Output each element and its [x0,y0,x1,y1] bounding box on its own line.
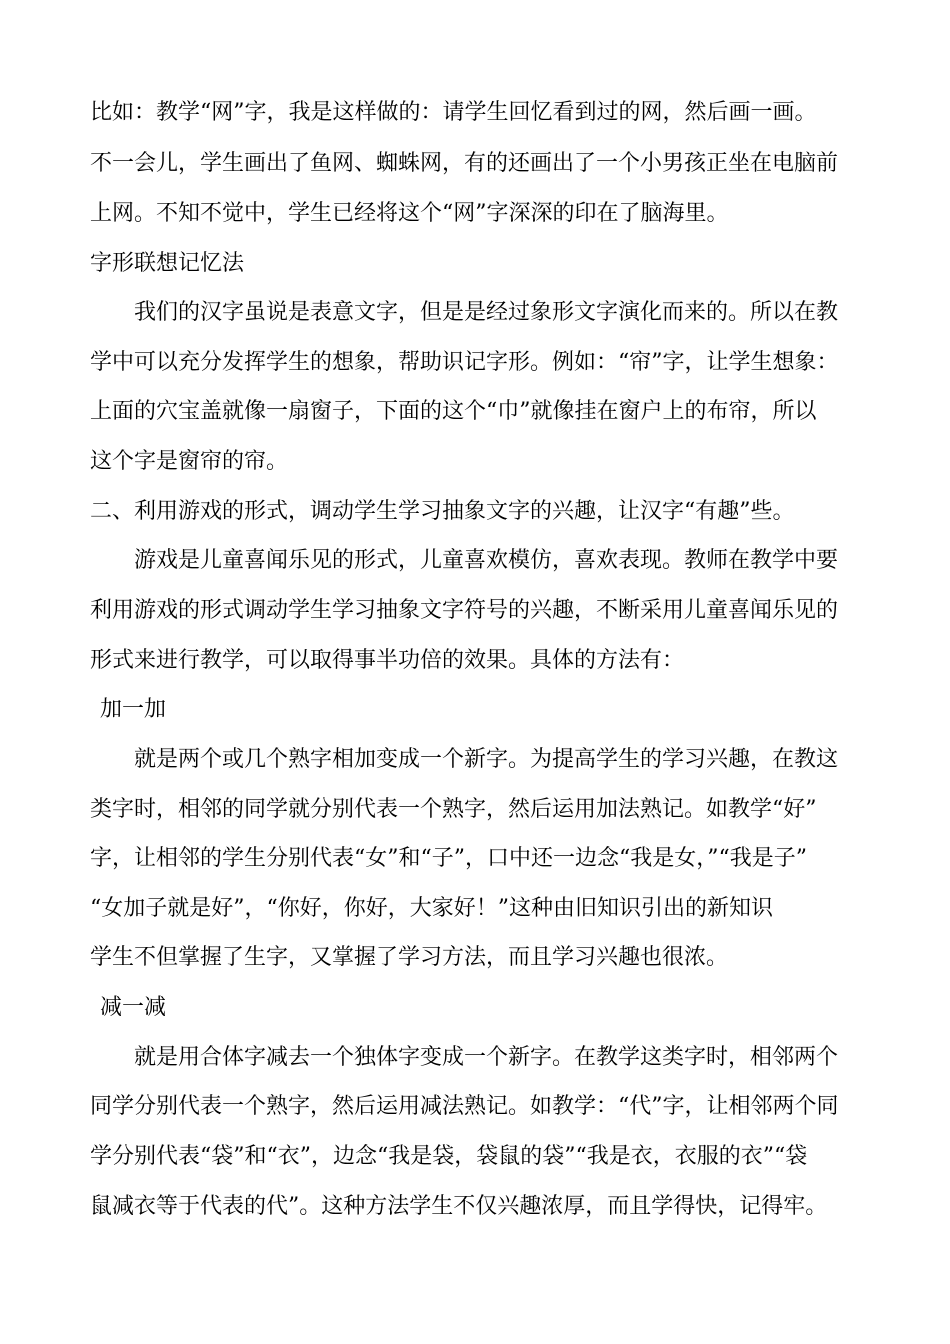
section-heading: 加一加 [100,697,167,722]
paragraph-line: 游戏是儿童喜闻乐见的形式，儿童喜欢模仿，喜欢表现。教师在教学中要 [134,548,839,573]
paragraph-line: 上面的穴宝盖就像一扇窗子，下面的这个“巾”就像挂在窗户上的布帘，所以 [90,399,817,424]
paragraph-line: 类字时，相邻的同学就分别代表一个熟字，然后运用加法熟记。如教学“好” [90,797,817,822]
paragraph-line: 利用游戏的形式调动学生学习抽象文字符号的兴趣，不断采用儿童喜闻乐见的 [90,598,839,623]
section-heading: 减一减 [100,995,167,1020]
paragraph-line: 不一会儿，学生画出了鱼网、蜘蛛网，有的还画出了一个小男孩正坐在电脑前 [90,151,839,176]
section-heading: 二、利用游戏的形式，调动学生学习抽象文字的兴趣，让汉字“有趣”些。 [90,499,795,524]
paragraph-line: 同学分别代表一个熟字，然后运用减法熟记。如教学：“代”字，让相邻两个同 [90,1094,839,1119]
paragraph-line: 我们的汉字虽说是表意文字，但是是经过象形文字演化而来的。所以在教 [134,300,839,325]
paragraph-line: 形式来进行教学，可以取得事半功倍的效果。具体的方法有： [90,648,685,673]
section-heading: 字形联想记忆法 [90,251,245,276]
paragraph-line: 鼠减衣等于代表的代”。这种方法学生不仅兴趣浓厚，而且学得快，记得牢。 [90,1194,828,1219]
paragraph-line: “女加子就是好”，“你好，你好，大家好！”这种由旧知识引出的新知识 [90,896,773,921]
paragraph-line: 学生不但掌握了生字，又掌握了学习方法，而且学习兴趣也很浓。 [90,945,729,970]
paragraph-line: 学中可以充分发挥学生的想象，帮助识记字形。例如：“帘”字，让学生想象： [90,350,839,375]
paragraph-line: 上网。不知不觉中，学生已经将这个“网”字深深的印在了脑海里。 [90,201,729,226]
paragraph-line: 字，让相邻的学生分别代表“女”和“子”，口中还一边念“我是女，”“我是子” [90,846,807,871]
paragraph-line: 就是两个或几个熟字相加变成一个新字。为提高学生的学习兴趣，在教这 [134,747,839,772]
paragraph-line: 比如：教学“网”字，我是这样做的：请学生回忆看到过的网，然后画一画。 [90,100,817,125]
paragraph-line: 就是用合体字减去一个独体字变成一个新字。在教学这类字时，相邻两个 [134,1045,839,1070]
paragraph-line: 学分别代表“袋”和“衣”，边念“我是袋，袋鼠的袋”“我是衣，衣服的衣”“袋 [90,1144,808,1169]
paragraph-line: 这个字是窗帘的帘。 [90,449,289,474]
